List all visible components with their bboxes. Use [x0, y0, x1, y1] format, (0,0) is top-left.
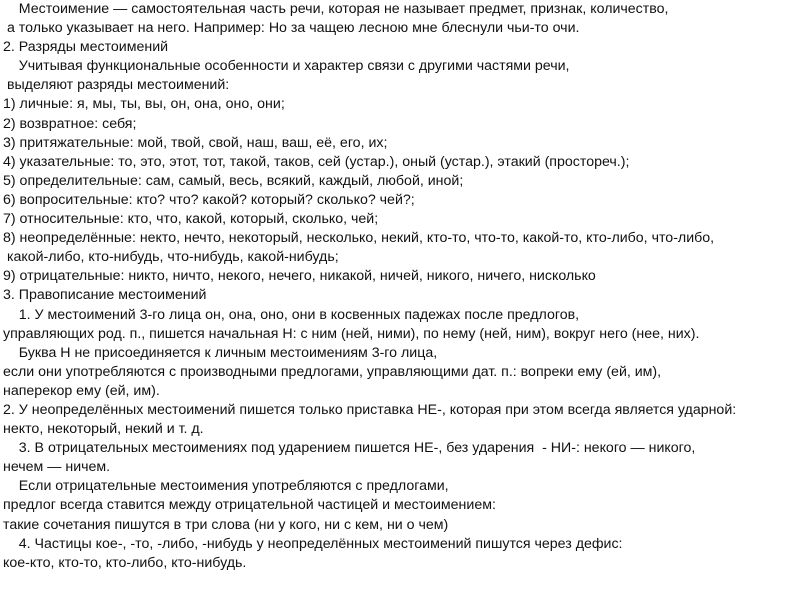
text-line: если они употребляются с производными предлогами, управляющими дат. п.: вопреки ему (ей, им),	[3, 363, 662, 380]
text-line: нечем — ничем.	[3, 459, 111, 476]
list-item: 2) возвратное: себя;	[3, 115, 137, 132]
list-item-continuation: какой-либо, кто-нибудь, что-нибудь, какой-нибудь;	[3, 249, 339, 266]
text-line: некто, некоторый, некий и т. д.	[3, 421, 204, 438]
text-line: 1. У местоимений 3-го лица он, она, оно, они в косвенных падежах после предлогов,	[3, 306, 580, 323]
text-line: Если отрицательные местоимения употребляются с предлогами,	[3, 478, 449, 495]
text-line: 4. Частицы кое-, -то, -либо, -нибудь у неопределённых местоимений пишутся через дефис:	[3, 535, 623, 552]
list-item: 3) притяжательные: мой, твой, свой, наш, ваш, её, его, их;	[3, 134, 388, 151]
text-line: управляющих род. п., пишется начальная Н: с ним (ней, ними), по нему (ней, ним), вокруг него (нее, них).	[3, 325, 700, 342]
text-line: 3. В отрицательных местоимениях под ударением пишется НЕ-, без ударения - НИ-: некого — никого,	[3, 440, 696, 457]
text-line: 2. У неопределённых местоимений пишется только приставка НЕ-, которая при этом всегда является ударной:	[3, 401, 737, 418]
text-line: такие сочетания пишутся в три слова (ни у кого, ни с кем, ни о чем)	[3, 516, 449, 533]
list-item: 9) отрицательные: никто, ничто, некого, нечего, никакой, ничей, никого, ничего, нисколько	[3, 268, 596, 285]
list-item: 7) относительные: кто, что, какой, который, сколько, чей;	[3, 211, 379, 228]
text-line: кое-кто, кто-то, кто-либо, кто-нибудь.	[3, 554, 247, 571]
document-text	[3, 0, 797, 573]
text-line: Местоимение — самостоятельная часть речи, которая не называет предмет, признак, количество,	[3, 1, 669, 17]
text-line: Учитывая функциональные особенности и характер связи с другими частями речи,	[3, 58, 570, 75]
list-item: 5) определительные: сам, самый, весь, всякий, каждый, любой, иной;	[3, 172, 464, 189]
list-item: 4) указательные: то, это, этот, тот, такой, таков, сей (устар.), оный (устар.), этакий (простореч.);	[3, 153, 630, 170]
text-line: Буква Н не присоединяется к личным местоимениям 3-го лица,	[3, 344, 438, 361]
text-line: предлог всегда ставится между отрицательной частицей и местоимением:	[3, 497, 496, 514]
list-item: 8) неопределённые: некто, нечто, некоторый, несколько, некий, кто-то, что-то, какой-то, кто-либо, что-либо,	[3, 230, 715, 247]
text-line: выделяют разряды местоимений:	[3, 77, 230, 94]
list-item: 1) личные: я, мы, ты, вы, он, она, оно, они;	[3, 96, 285, 113]
text-line: а только указывает на него. Например: Но за чащею лесною мне блеснули чьи-то очи.	[3, 20, 580, 37]
section-heading: 3. Правописание местоимений	[3, 287, 207, 304]
list-item: 6) вопросительные: кто? что? какой? который? сколько? чей?;	[3, 191, 415, 208]
section-heading: 2. Разряды местоимений	[3, 39, 169, 56]
text-line: наперекор ему (ей, им).	[3, 382, 160, 399]
